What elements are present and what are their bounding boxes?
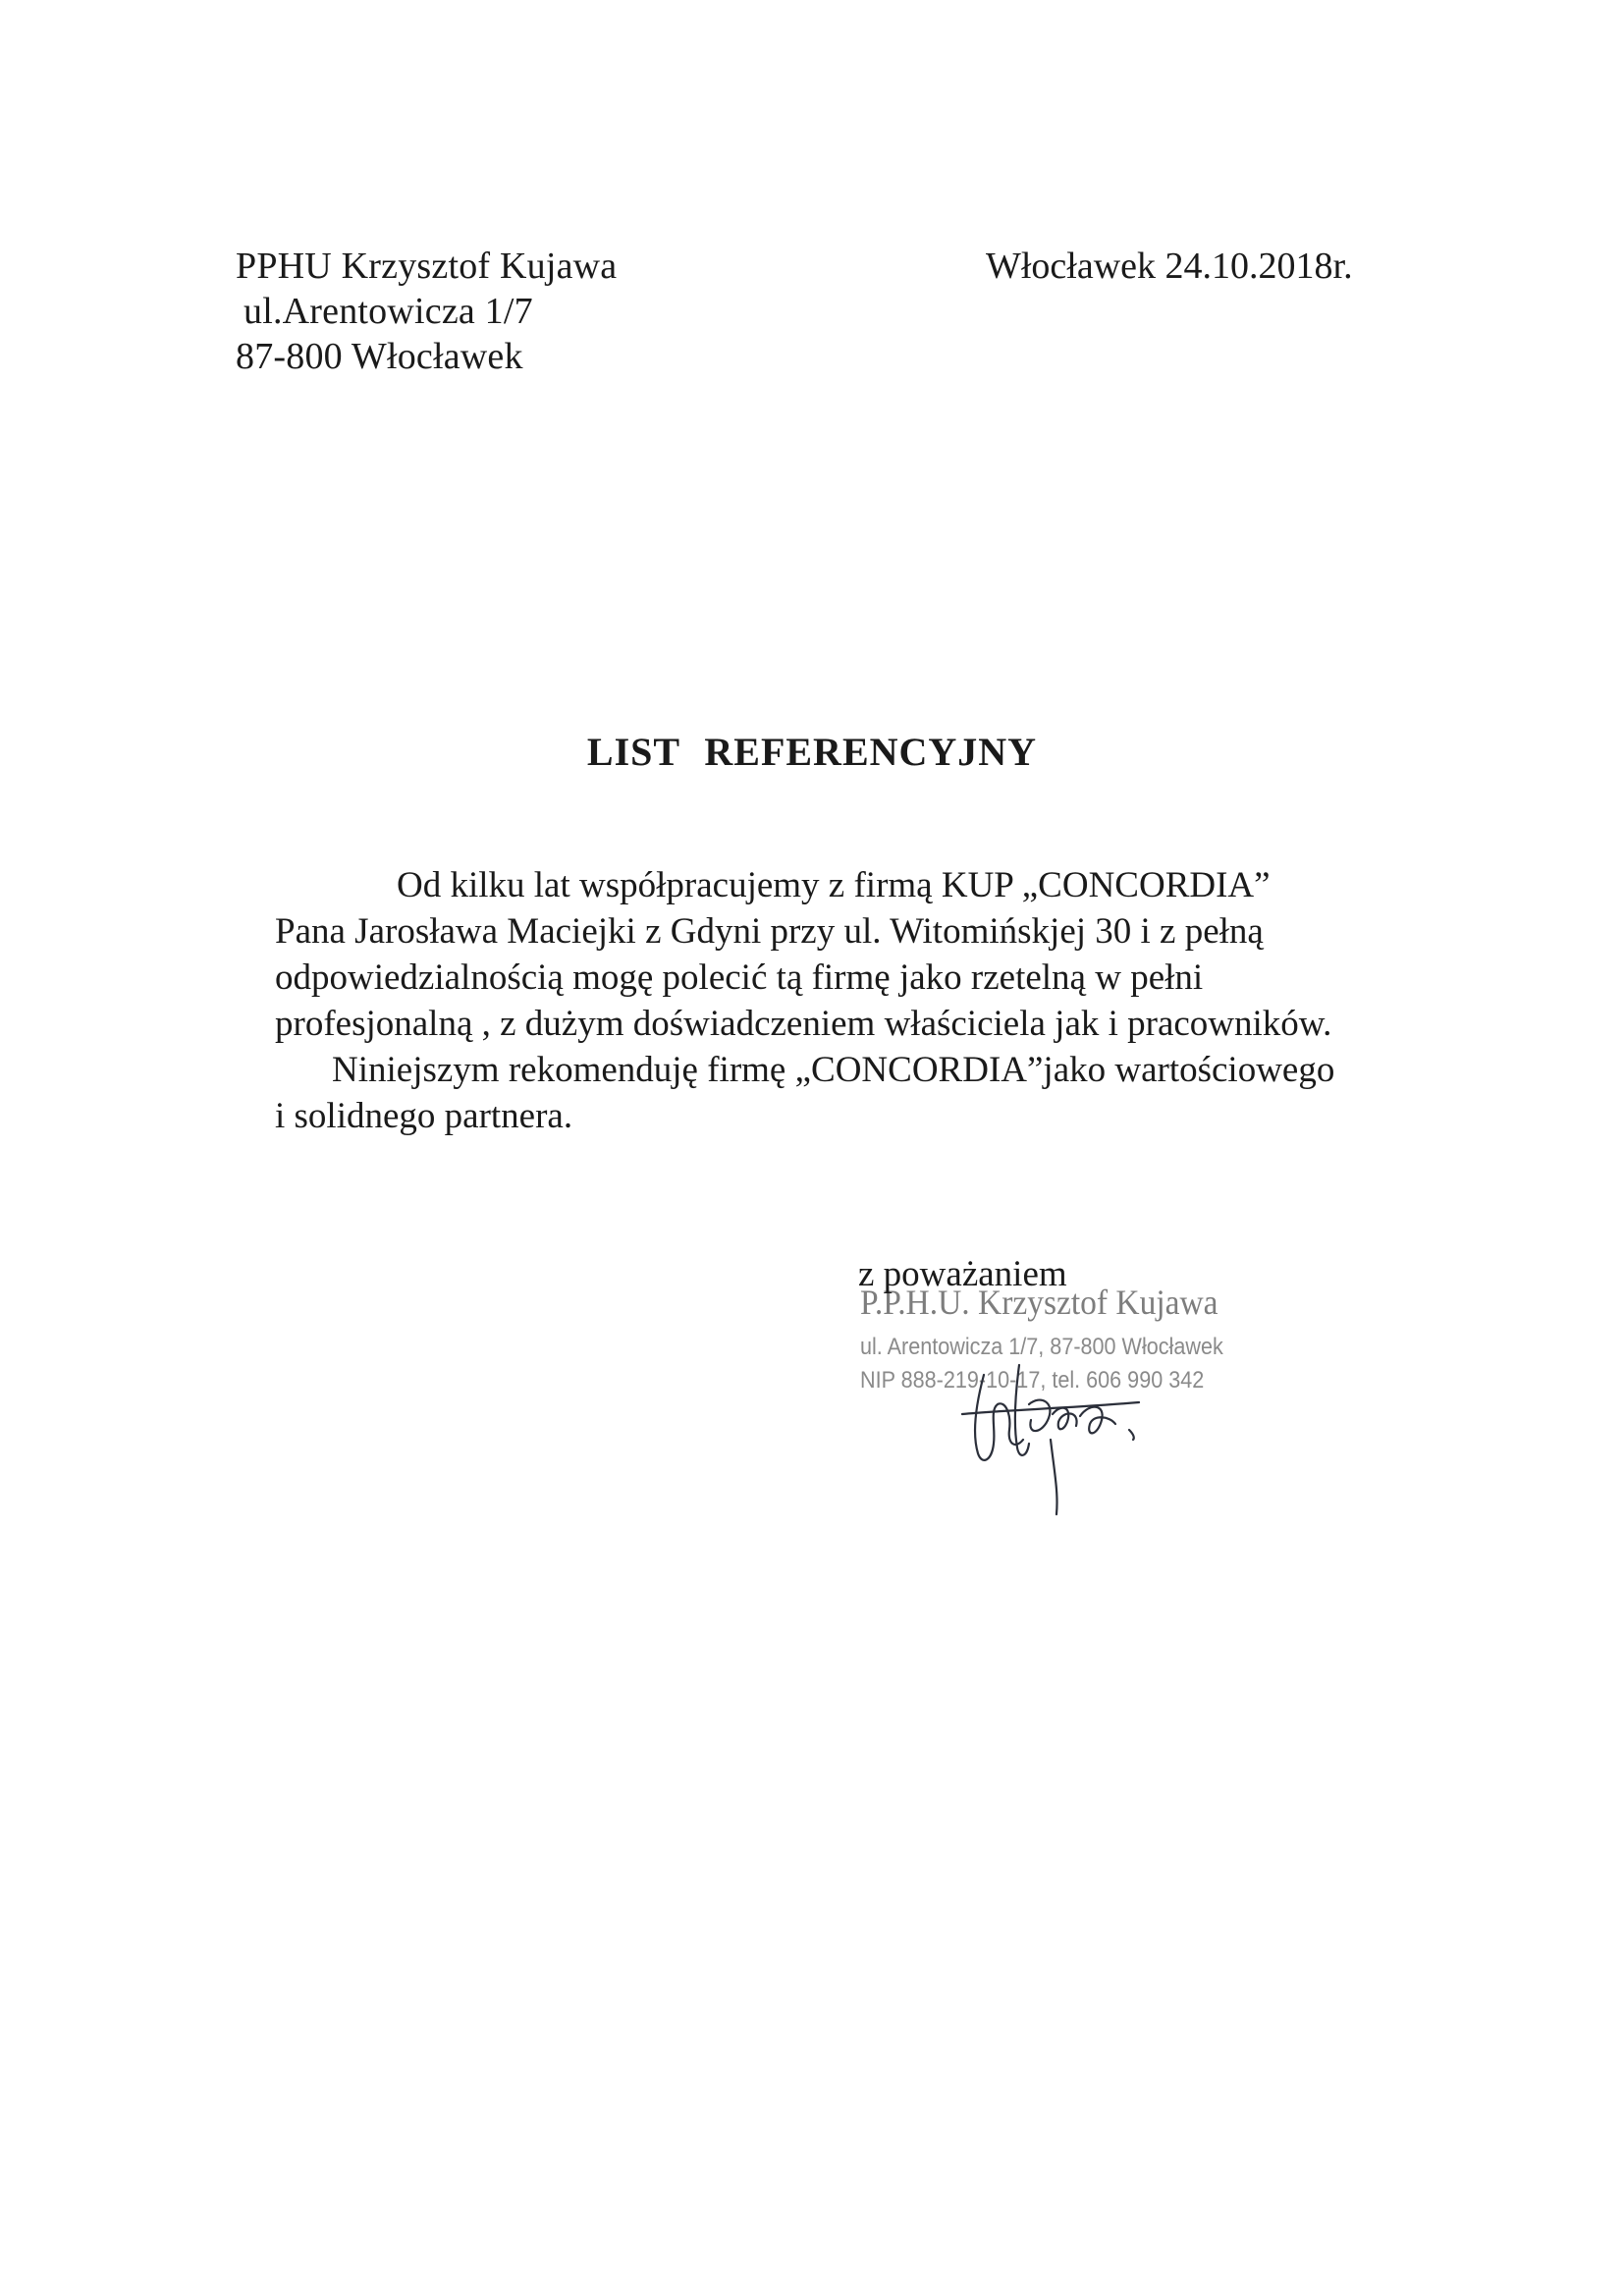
closing-phrase: z poważaniem [858,1254,1067,1294]
body-line: i solidnego partnera. [275,1096,573,1136]
body-line: Pana Jarosława Maciejki z Gdyni przy ul. Witomińskjej 30 i z pełną [275,911,1264,952]
body-line: Niniejszym rekomenduję firmę „CONCORDIA”jako wartościowego [332,1050,1335,1090]
letter-title: LIST REFERENCYJNY [586,730,1038,774]
stamp-company-name: P.P.H.U. Krzysztof Kujawa [860,1283,1218,1322]
body-line: odpowiedzialnością mogę polecić tą firmę jako rzetelną w pełni [275,957,1204,998]
stamp-address: ul. Arentowicza 1/7, 87-800 Włocławek [860,1334,1223,1360]
body-line: profesjonalną , z dużym doświadczeniem właściciela jak i pracowników. [275,1004,1332,1044]
letter-date: Włocławek 24.10.2018r. [986,246,1353,287]
sender-city: 87-800 Włocławek [236,336,523,377]
body-line: Od kilku lat współpracujemy z firmą KUP „CONCORDIA” [397,865,1271,905]
stamp-tax-phone: NIP 888-219-10-17, tel. 606 990 342 [860,1367,1205,1394]
letter-body [275,862,1414,1139]
sender-street: ul.Arentowicza 1/7 [244,291,533,332]
handwritten-signature-icon [933,1345,1188,1522]
sender-address [236,244,617,379]
sender-name: PPHU Krzysztof Kujawa [236,246,618,287]
